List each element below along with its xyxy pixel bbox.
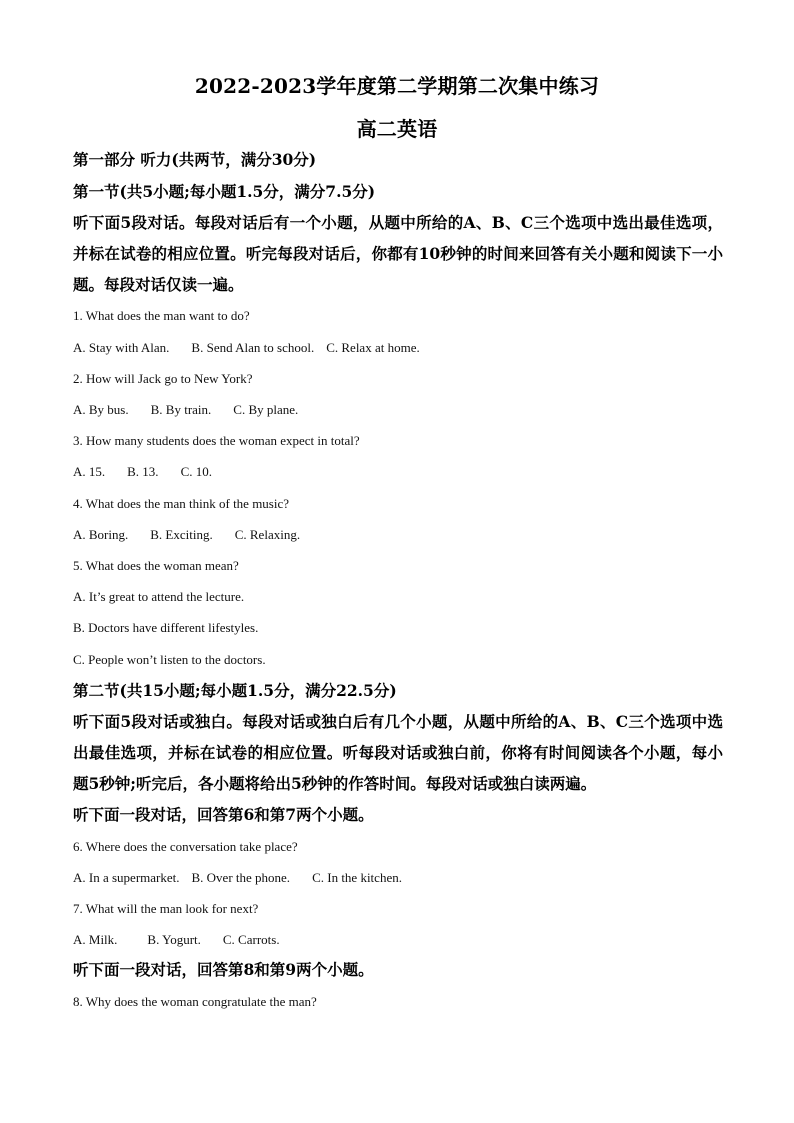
section1-instructions: 听下面5段对话。每段对话后有一个小题，从题中所给的A、B、C三个选项中选出最佳选项，并标在试卷的相应位置。听完每段对话后，你都有10秒钟的时间来回答有关小题和阅读下一小题。每段对话仅读一遍。 — [73, 213, 723, 294]
question-1: 1. What does the man want to do? — [73, 308, 250, 323]
option: B. Over the phone. — [191, 870, 291, 885]
option: B. Send Alan to school. — [191, 340, 315, 355]
question-7-options — [73, 931, 302, 949]
option: C. 10. — [180, 464, 212, 479]
question-5-option-a: A. It’s great to attend the lecture. — [73, 589, 245, 604]
exam-subtitle: 高二英语 — [356, 117, 438, 141]
dialog-1-instruction: 听下面一段对话，回答第6和第7两个小题。 — [73, 805, 374, 824]
exam-title: 2022-2023学年度第二学期第二次集中练习 — [194, 74, 600, 98]
option: C. By plane. — [233, 402, 299, 417]
question-6-options — [73, 869, 424, 887]
question-6: 6. Where does the conversation take place? — [73, 839, 298, 854]
question-1-options — [73, 339, 442, 357]
question-5-option-c: C. People won’t listen to the doctors. — [73, 652, 266, 667]
option: A. Boring. — [73, 527, 129, 542]
option: C. Relaxing. — [234, 527, 301, 542]
option: B. By train. — [150, 402, 212, 417]
option: B. Yogurt. — [147, 932, 201, 947]
option: C. In the kitchen. — [312, 870, 402, 885]
option: A. Stay with Alan. — [73, 340, 170, 355]
part1-heading: 第一部分 听力(共两节，满分30分) — [73, 150, 317, 169]
option: A. In a supermarket. — [73, 870, 180, 885]
section2-instructions: 听下面5段对话或独白。每段对话或独白后有几个小题，从题中所给的A、B、C三个选项中选出最佳选项，并标在试卷的相应位置。听每段对话或独白前，你将有时间阅读各个小题，每小题5秒钟;听完后，各小题将给出5秒钟的作答时间。每段对话或独白读两遍。 — [73, 712, 723, 793]
option: B. Exciting. — [150, 527, 213, 542]
dialog-2-instruction: 听下面一段对话，回答第8和第9两个小题。 — [73, 960, 374, 979]
option: A. 15. — [73, 464, 106, 479]
question-5: 5. What does the woman mean? — [73, 558, 239, 573]
section1-heading: 第一节(共5小题;每小题1.5分，满分7.5分) — [73, 182, 376, 201]
option: A. By bus. — [73, 402, 129, 417]
option: A. Milk. — [73, 932, 118, 947]
option: B. 13. — [127, 464, 159, 479]
option: C. Carrots. — [222, 932, 280, 947]
option: C. Relax at home. — [326, 340, 420, 355]
question-3: 3. How many students does the woman expect in total? — [73, 433, 360, 448]
section2-heading: 第二节(共15小题;每小题1.5分，满分22.5分) — [73, 681, 397, 700]
question-8: 8. Why does the woman congratulate the man? — [73, 994, 317, 1009]
question-4-options — [73, 526, 322, 544]
question-2-options — [73, 401, 320, 419]
question-2: 2. How will Jack go to New York? — [73, 371, 253, 386]
question-7: 7. What will the man look for next? — [73, 901, 259, 916]
question-5-option-b: B. Doctors have different lifestyles. — [73, 620, 259, 635]
question-3-options — [73, 463, 234, 481]
question-4: 4. What does the man think of the music? — [73, 496, 290, 511]
